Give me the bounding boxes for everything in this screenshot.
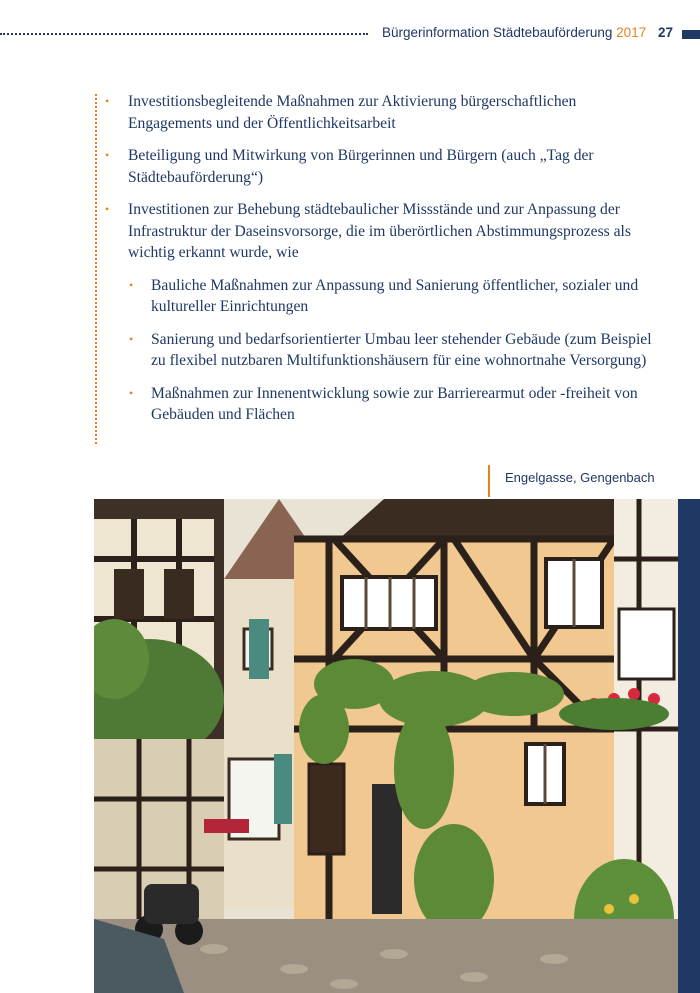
- sub-list-item-text: Maßnahmen zur Innenentwicklung sowie zur Barrierearmut oder -freiheit von Gebäuden und Flächen: [151, 384, 638, 423]
- list-item: [104, 199, 664, 426]
- sub-list-item: [128, 275, 664, 318]
- caption-accent-bar: [488, 465, 490, 497]
- sub-list-item: [128, 383, 664, 426]
- header-accent-bar: [682, 30, 700, 39]
- sub-list-item-text: Bauliche Maßnahmen zur Anpassung und Sanierung öffentlicher, sozialer und kultureller Einrichtungen: [151, 276, 639, 315]
- header-dotted-rule: [0, 33, 368, 35]
- bullet-icon: •: [129, 331, 134, 346]
- sub-list-item: [128, 329, 664, 372]
- header-title: Bürgerinformation Städtebauförderung: [382, 25, 613, 40]
- bullet-list: [104, 91, 664, 426]
- bullet-icon: •: [105, 202, 110, 216]
- street-photo: [94, 499, 678, 993]
- page-edge-bar: [678, 499, 700, 993]
- list-item: [104, 145, 664, 188]
- bullet-list-section: [104, 91, 664, 437]
- running-header: [382, 25, 673, 40]
- bullet-icon: •: [129, 277, 134, 292]
- bullet-icon: •: [105, 94, 110, 108]
- header-year: 2017: [616, 25, 647, 40]
- sub-bullet-list: [128, 275, 664, 426]
- bullet-icon: •: [129, 385, 134, 400]
- list-item: [104, 91, 664, 134]
- photo-caption: Engelgasse, Gengenbach: [505, 470, 655, 485]
- page-number: 27: [657, 25, 674, 40]
- list-dotted-rule: [95, 94, 97, 444]
- list-item-text: Investitionsbegleitende Maßnahmen zur Aktivierung bürgerschaftlichen Engagements und der Öffentlichkeitsarbeit: [128, 93, 577, 132]
- bullet-icon: •: [105, 148, 110, 162]
- list-item-text: Beteiligung und Mitwirkung von Bürgerinnen und Bürgern (auch „Tag der Städtebauförderung“): [128, 147, 594, 186]
- sub-list-item-text: Sanierung und bedarfsorientierter Umbau leer stehender Gebäude (zum Beispiel zu flexibel nutzbaren Multifunktionshäusern für eine wohnortnahe Versorgung): [151, 330, 652, 369]
- list-item-text: Investitionen zur Behebung städtebaulicher Missstände und zur Anpassung der Infrastruktur der Daseinsvorsorge, die im überörtlichen Abstimmungsprozess als wichtig erkannt wurde, wie: [128, 201, 631, 261]
